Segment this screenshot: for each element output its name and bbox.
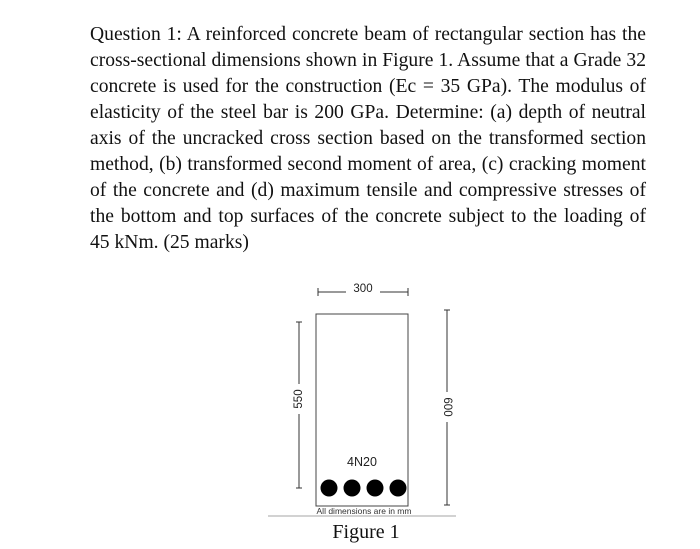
question-text: Question 1: A reinforced concrete beam of rectangular section has the cross-sectional dimensions shown in Figure 1. Assume that a Grade 32 concrete is used for the construction (Ec = 35 GPa). The modulus of elasticity of the steel bar is 200 GPa. Determine: (a) depth of neutral axis of the uncracked cross section based on the transformed section method, (b) transformed second moment of area, (c) cracking moment of the concrete and (d) maximum tensile and compressive stresses of the bottom and top surfaces of the concrete subject to the loading of 45 kNm. (25 marks) <box>90 24 646 253</box>
reinforcing-bars <box>321 480 407 497</box>
reinforcing-bar <box>321 480 338 497</box>
reinforcing-bar <box>344 480 361 497</box>
reinforcement-label: 4N20 <box>347 455 377 469</box>
beam-section-outline <box>316 314 408 506</box>
reinforcing-bar <box>390 480 407 497</box>
effective-depth-label: 550 <box>293 389 306 409</box>
reinforcing-bar <box>367 480 384 497</box>
width-dimension <box>318 282 408 296</box>
total-depth-label: 600 <box>440 397 453 417</box>
width-label: 300 <box>353 283 373 295</box>
units-note: All dimensions are in mm <box>316 506 412 516</box>
effective-depth-dimension <box>287 322 311 488</box>
total-depth-dimension <box>435 310 459 505</box>
figure-caption: Figure 1 <box>332 521 400 543</box>
